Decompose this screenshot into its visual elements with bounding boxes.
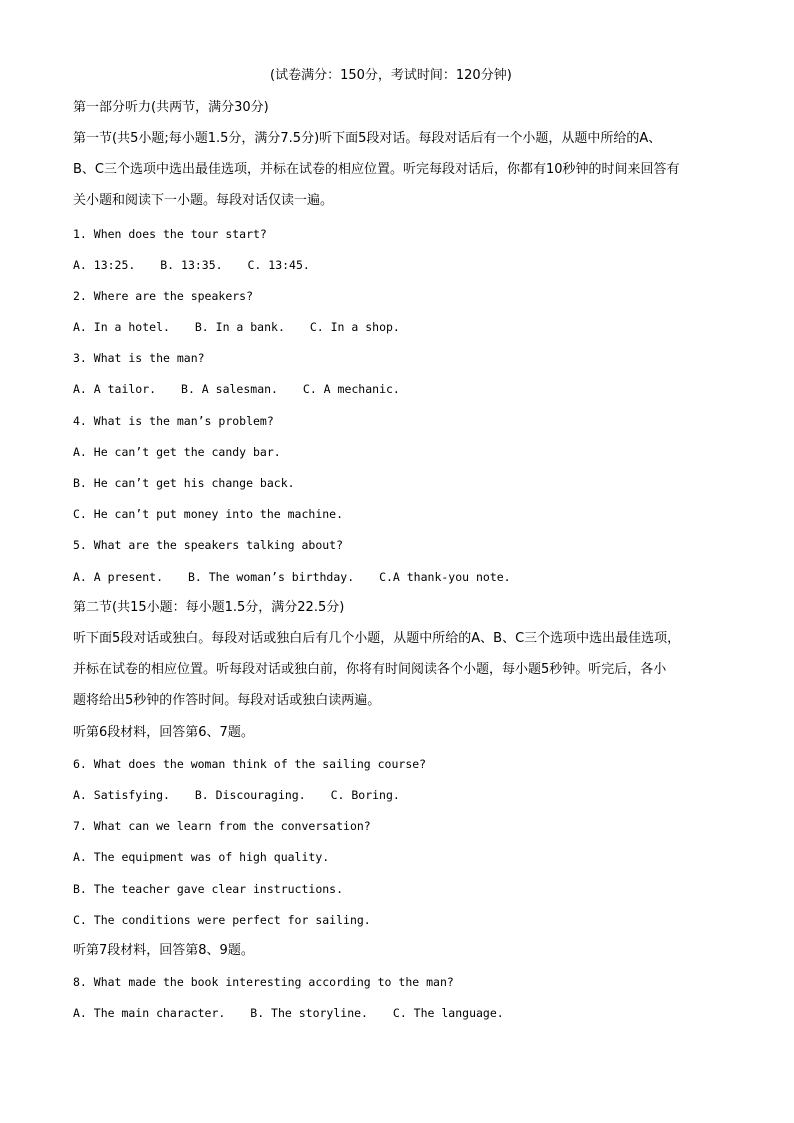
question-5-option-c: C.A thank-you note. [379, 570, 511, 584]
question-8-options [73, 1005, 504, 1021]
question-3-option-a: A. A tailor. [73, 382, 157, 396]
question-6-option-a: A. Satisfying. [73, 788, 170, 802]
question-2-option-b: B. In a bank. [194, 320, 285, 334]
question-4-option-b: B. He can’t get his change back. [73, 476, 295, 490]
question-5-option-b: B. The woman’s birthday. [187, 570, 355, 584]
question-2-option-a: A. In a hotel. [73, 320, 170, 334]
question-4-option-c: C. He can’t put money into the machine. [73, 507, 344, 521]
question-8-option-b: B. The storyline. [250, 1006, 368, 1020]
question-7-option-c: C. The conditions were perfect for sailing. [73, 913, 371, 927]
question-5-option-a: A. A present. [73, 570, 164, 584]
question-6-option-c: C. Boring. [330, 788, 400, 802]
question-3-option-b: B. A salesman. [181, 382, 278, 396]
question-6-option-b: B. Discouraging. [194, 788, 306, 802]
question-3-option-c: C. A mechanic. [302, 382, 400, 396]
part1-heading: 第一部分听力(共两节，满分30分) [73, 100, 269, 115]
question-3-options [73, 381, 400, 397]
material-7-label: 听第7段材料，回答第8、9题。 [73, 943, 254, 958]
question-1-option-a: A. 13:25. [73, 258, 136, 272]
material-6-label: 听第6段材料，回答第6、7题。 [73, 725, 254, 740]
question-2-option-c: C. In a shop. [309, 320, 400, 334]
question-7-option-a: A. The equipment was of high quality. [73, 850, 330, 864]
exam-info: (试卷满分：150分，考试时间：120分钟) [270, 68, 512, 83]
section2-heading: 第二节(共15小题：每小题1.5分，满分22.5分) [73, 600, 345, 615]
question-1-options [73, 257, 310, 273]
question-7-stem: 7. What can we learn from the conversation? [73, 819, 371, 833]
question-5-options [73, 569, 511, 585]
question-2-options [73, 319, 400, 335]
section1-instructions-line3: 关小题和阅读下一小题。每段对话仅读一遍。 [73, 193, 334, 208]
section1-instructions-line2: B、C三个选项中选出最佳选项，并标在试卷的相应位置。听完每段对话后，你都有10秒钟的时间来回答有 [73, 162, 680, 177]
question-8-option-a: A. The main character. [73, 1006, 226, 1020]
question-7-option-b: B. The teacher gave clear instructions. [73, 882, 344, 896]
question-5-stem: 5. What are the speakers talking about? [73, 538, 344, 552]
question-2-stem: 2. Where are the speakers? [73, 289, 254, 303]
question-8-option-c: C. The language. [392, 1006, 504, 1020]
question-1-option-b: B. 13:35. [160, 258, 223, 272]
question-4-stem: 4. What is the man’s problem? [73, 414, 274, 428]
question-4-option-a: A. He can’t get the candy bar. [73, 445, 281, 459]
question-6-stem: 6. What does the woman think of the sailing course? [73, 757, 427, 771]
question-1-stem: 1. When does the tour start? [73, 227, 267, 241]
section2-instructions-line3: 题将给出5秒钟的作答时间。每段对话或独白读两遍。 [73, 693, 381, 708]
section2-instructions-line2: 并标在试卷的相应位置。听每段对话或独白前，你将有时间阅读各个小题，每小题5秒钟。听完后，各小 [73, 662, 667, 677]
section2-instructions-line1: 听下面5段对话或独白。每段对话或独白后有几个小题，从题中所给的A、B、C三个选项中选出最佳选项， [73, 631, 681, 646]
question-8-stem: 8. What made the book interesting according to the man? [73, 975, 454, 989]
question-3-stem: 3. What is the man? [73, 351, 205, 365]
question-1-option-c: C. 13:45. [247, 258, 310, 272]
question-6-options [73, 787, 400, 803]
section1-instructions-line1: 第一节(共5小题;每小题1.5分，满分7.5分)听下面5段对话。每段对话后有一个小题，从题中所给的A、 [73, 131, 662, 146]
